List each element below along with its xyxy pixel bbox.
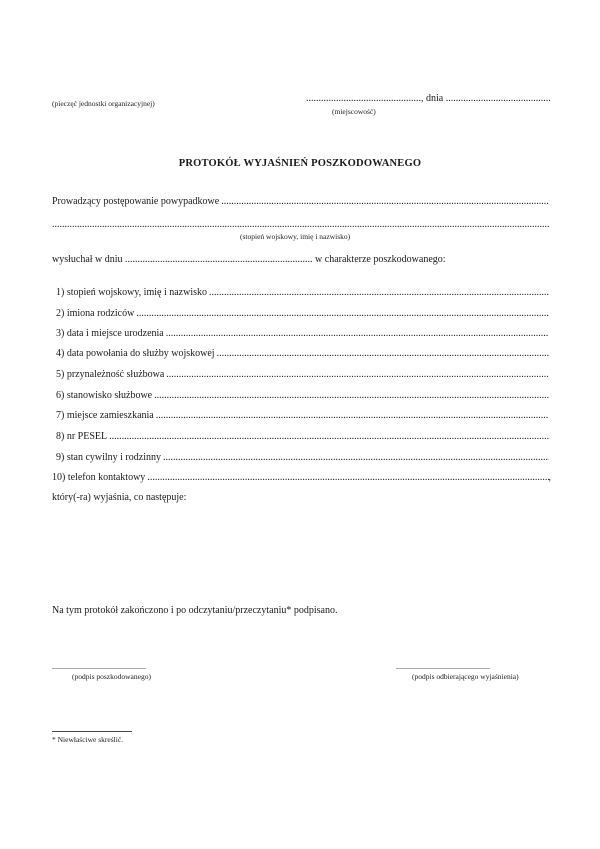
item-label: 6) stanowisko służbowe bbox=[56, 390, 153, 401]
heard-suffix: w charakterze poszkodowanego: bbox=[315, 254, 446, 265]
item-label: 4) data powołania do służby wojskowej bbox=[56, 348, 215, 359]
item-end-comma: , bbox=[548, 472, 551, 483]
right-signature-dots: ............................................... bbox=[396, 662, 490, 671]
item-label: 3) data i miejsce urodzenia bbox=[56, 328, 164, 339]
item-line bbox=[56, 308, 549, 319]
item-dots bbox=[136, 308, 549, 319]
item-line bbox=[52, 472, 551, 483]
item-line bbox=[56, 431, 549, 442]
heard-dots: ........................................................................... bbox=[125, 254, 313, 265]
item-dots bbox=[209, 287, 549, 298]
closing-text: Na tym protokół zakończono i po odczytaniu/przeczytaniu* podpisano. bbox=[52, 605, 338, 616]
item-dots bbox=[166, 328, 549, 339]
item-label: 2) imiona rodziców bbox=[56, 308, 135, 319]
item-label: 8) nr PESEL bbox=[56, 431, 108, 442]
place-caption: (miejscowość) bbox=[332, 107, 376, 116]
left-signature-dots: ............................................... bbox=[52, 662, 146, 671]
item-dots bbox=[147, 472, 548, 483]
heard-line bbox=[52, 254, 446, 265]
place-dots: .............................................. bbox=[306, 93, 421, 104]
footnote: * Niewłaściwe skreślić. bbox=[52, 735, 124, 744]
conductor-dots bbox=[221, 196, 549, 207]
date-connector: , dnia bbox=[421, 93, 444, 104]
left-signature-caption: (podpis poszkodowanego) bbox=[72, 672, 151, 681]
stamp-caption: (pieczęć jednostki organizacyjnej) bbox=[52, 99, 155, 108]
item-line bbox=[56, 410, 549, 421]
right-signature-caption: (podpis odbierającego wyjaśnienia) bbox=[412, 672, 519, 681]
item-dots bbox=[163, 452, 549, 463]
heard-prefix: wysłuchał w dniu bbox=[52, 254, 123, 265]
conductor-continuation-line bbox=[52, 219, 549, 230]
item-line bbox=[56, 287, 549, 298]
item-dots bbox=[166, 369, 549, 380]
explained-text: który(-ra) wyjaśnia, co następuje: bbox=[52, 492, 187, 503]
item-line bbox=[56, 369, 549, 380]
conductor-label: Prowadzący postępowanie powypadkowe bbox=[52, 196, 220, 207]
item-label: 9) stan cywilny i rodzinny bbox=[56, 452, 161, 463]
document-title: PROTOKÓŁ WYJAŚNIEŃ POSZKODOWANEGO bbox=[178, 158, 422, 169]
item-dots bbox=[109, 431, 549, 442]
item-line bbox=[56, 348, 549, 359]
item-dots bbox=[217, 348, 549, 359]
item-dots bbox=[154, 390, 549, 401]
conductor-line bbox=[52, 196, 549, 207]
place-date-line bbox=[306, 93, 551, 104]
footnote-divider bbox=[52, 731, 132, 732]
item-dots bbox=[156, 410, 549, 421]
item-line bbox=[56, 390, 549, 401]
item-label: 1) stopień wojskowy, imię i nazwisko bbox=[56, 287, 208, 298]
item-line bbox=[56, 452, 549, 463]
conductor-continuation-dots bbox=[52, 219, 549, 230]
conductor-caption: (stopień wojskowy, imię i nazwisko) bbox=[240, 232, 351, 241]
date-dots: .......................................... bbox=[445, 93, 551, 104]
item-line bbox=[56, 328, 549, 339]
item-label: 5) przynależność służbowa bbox=[56, 369, 165, 380]
item-label: 7) miejsce zamieszkania bbox=[56, 410, 154, 421]
item-label: 10) telefon kontaktowy bbox=[52, 472, 146, 483]
